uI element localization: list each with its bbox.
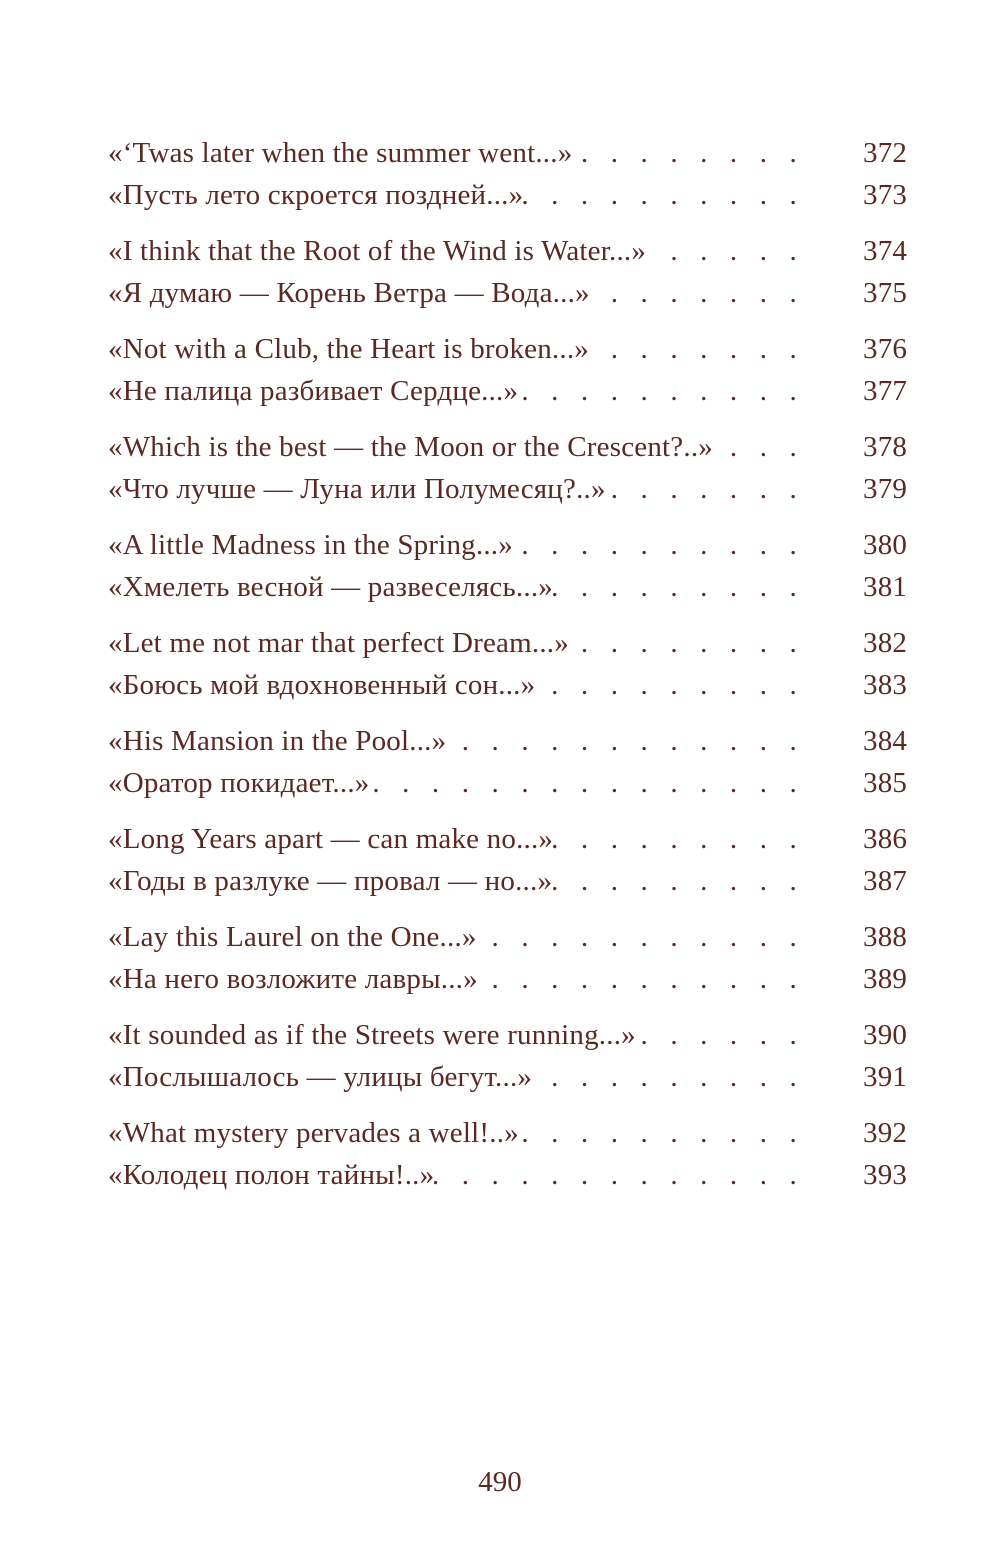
toc-entry-title: «Let me not mar that perfect Dream...» — [108, 627, 569, 659]
toc-entry-title: «Что лучше — Луна или Полумесяц?..» — [108, 473, 606, 505]
toc-entry-title: «Не палица разбивает Сердце...» — [108, 375, 519, 407]
table-of-contents — [108, 132, 908, 1210]
toc-group — [108, 426, 908, 510]
toc-entry-page-number: 393 — [863, 1159, 908, 1191]
toc-entry-title: «‘Twas later when the summer went...» — [108, 137, 573, 169]
dot-leader — [434, 1154, 797, 1196]
toc-entry[interactable] — [108, 230, 908, 272]
toc-entry[interactable] — [108, 622, 908, 664]
dot-leader — [606, 468, 797, 510]
toc-entry-title: «I think that the Root of the Wind is Water...» — [108, 235, 647, 267]
toc-entry-page-number: 392 — [863, 1117, 908, 1149]
dot-leader — [513, 524, 797, 566]
toc-entry[interactable] — [108, 818, 908, 860]
dot-leader — [478, 958, 797, 1000]
toc-entry-page-number: 375 — [863, 277, 908, 309]
dot-leader — [590, 272, 797, 314]
toc-entry-title: «Not with a Club, the Heart is broken...» — [108, 333, 589, 365]
dot-leader — [553, 566, 797, 608]
toc-entry[interactable] — [108, 566, 908, 608]
toc-entry-page-number: 372 — [863, 137, 908, 169]
toc-entry-title: «Пусть лето скроется поздней...» — [108, 179, 524, 211]
toc-entry-page-number: 374 — [863, 235, 908, 267]
dot-leader — [446, 720, 797, 762]
toc-entry-title: «Lay this Laurel on the One...» — [108, 921, 477, 953]
toc-entry-title: «What mystery pervades a well!..» — [108, 1117, 519, 1149]
toc-entry-page-number: 387 — [863, 865, 908, 897]
dot-leader — [636, 1014, 797, 1056]
toc-entry-page-number: 378 — [863, 431, 908, 463]
toc-entry[interactable] — [108, 1056, 908, 1098]
toc-group — [108, 622, 908, 706]
toc-entry-page-number: 379 — [863, 473, 908, 505]
toc-entry[interactable] — [108, 762, 908, 804]
toc-entry[interactable] — [108, 916, 908, 958]
toc-entry-page-number: 384 — [863, 725, 908, 757]
dot-leader — [569, 622, 797, 664]
toc-entry-page-number: 383 — [863, 669, 908, 701]
toc-entry[interactable] — [108, 132, 908, 174]
toc-entry-title: «Годы в разлуке — провал — но...» — [108, 865, 553, 897]
toc-entry-page-number: 385 — [863, 767, 908, 799]
dot-leader — [535, 664, 797, 706]
toc-entry[interactable] — [108, 468, 908, 510]
toc-entry[interactable] — [108, 426, 908, 468]
toc-entry-title: «Оратор покидает...» — [108, 767, 370, 799]
dot-leader — [713, 426, 797, 468]
toc-entry-title: «It sounded as if the Streets were running...» — [108, 1019, 636, 1051]
dot-leader — [477, 916, 797, 958]
toc-entry[interactable] — [108, 524, 908, 566]
toc-entry-title: «Послышалось — улицы бегут...» — [108, 1061, 533, 1093]
toc-entry-title: «A little Madness in the Spring...» — [108, 529, 513, 561]
toc-group — [108, 818, 908, 902]
toc-entry-page-number: 388 — [863, 921, 908, 953]
dot-leader — [369, 762, 797, 804]
toc-entry[interactable] — [108, 272, 908, 314]
toc-group — [108, 230, 908, 314]
dot-leader — [572, 132, 797, 174]
dot-leader — [532, 1056, 797, 1098]
dot-leader — [553, 818, 797, 860]
toc-entry-page-number: 381 — [863, 571, 908, 603]
toc-group — [108, 720, 908, 804]
toc-entry-page-number: 382 — [863, 627, 908, 659]
toc-entry[interactable] — [108, 370, 908, 412]
toc-group — [108, 1014, 908, 1098]
toc-entry-page-number: 390 — [863, 1019, 908, 1051]
toc-group — [108, 328, 908, 412]
toc-entry-page-number: 386 — [863, 823, 908, 855]
toc-entry-title: «Колодец полон тайны!..» — [108, 1159, 435, 1191]
toc-entry-page-number: 380 — [863, 529, 908, 561]
toc-entry[interactable] — [108, 328, 908, 370]
toc-group — [108, 916, 908, 1000]
toc-entry-page-number: 389 — [863, 963, 908, 995]
toc-entry-title: «His Mansion in the Pool...» — [108, 725, 447, 757]
toc-entry[interactable] — [108, 1154, 908, 1196]
toc-entry[interactable] — [108, 1112, 908, 1154]
toc-entry-page-number: 377 — [863, 375, 908, 407]
toc-entry-title: «Я думаю — Корень Ветра — Вода...» — [108, 277, 590, 309]
toc-entry-title: «Long Years apart — can make no...» — [108, 823, 554, 855]
page-number: 490 — [478, 1466, 522, 1498]
toc-entry[interactable] — [108, 664, 908, 706]
toc-entry-title: «Which is the best — the Moon or the Crescent?..» — [108, 431, 713, 463]
dot-leader — [589, 328, 797, 370]
toc-entry-title: «Боюсь мой вдохновенный сон...» — [108, 669, 536, 701]
dot-leader — [518, 370, 797, 412]
toc-entry-title: «На него возложите лавры...» — [108, 963, 478, 995]
toc-group — [108, 1112, 908, 1196]
toc-entry[interactable] — [108, 958, 908, 1000]
toc-entry[interactable] — [108, 720, 908, 762]
toc-group — [108, 132, 908, 216]
toc-group — [108, 524, 908, 608]
toc-entry-page-number: 376 — [863, 333, 908, 365]
toc-entry[interactable] — [108, 1014, 908, 1056]
toc-entry-page-number: 373 — [863, 179, 908, 211]
toc-entry-page-number: 391 — [863, 1061, 908, 1093]
dot-leader — [519, 1112, 797, 1154]
dot-leader — [646, 230, 797, 272]
toc-entry[interactable] — [108, 860, 908, 902]
toc-entry[interactable] — [108, 174, 908, 216]
dot-leader — [552, 860, 797, 902]
toc-entry-title: «Хмелеть весной — развеселясь...» — [108, 571, 553, 603]
dot-leader — [523, 174, 797, 216]
